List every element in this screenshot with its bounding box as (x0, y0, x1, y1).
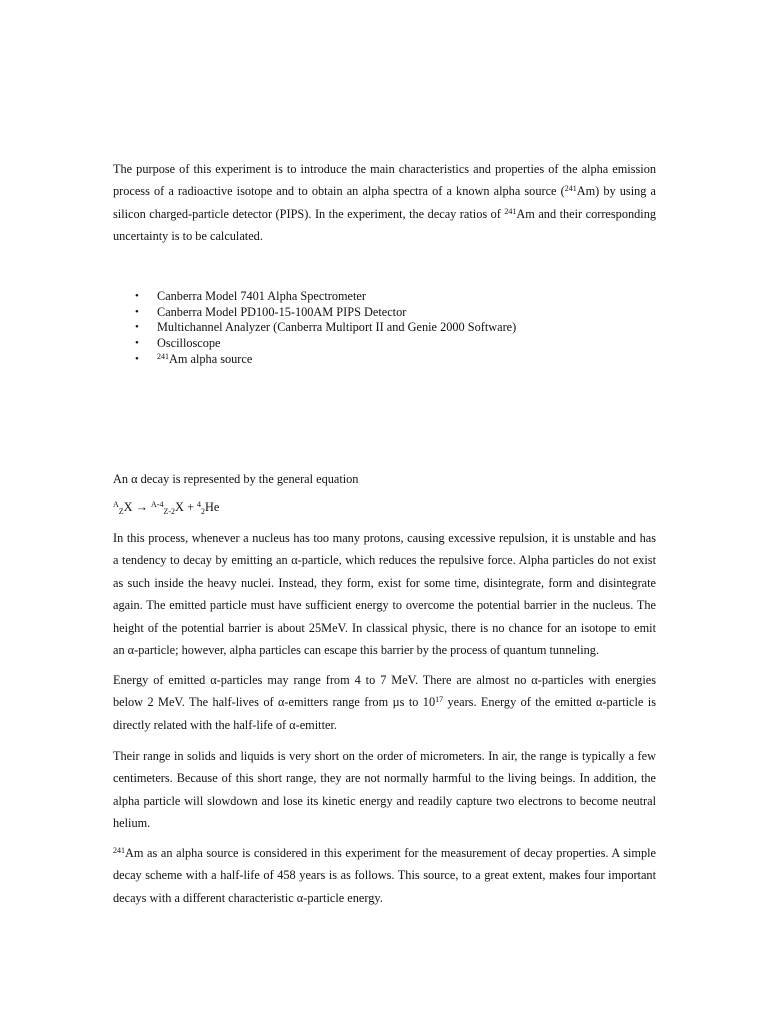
p2-line-1: Energy of emitted α-particles may range from 4 to 7 MeV. There are almost no α-particles with energies (113, 673, 656, 687)
p4-line-1 (113, 842, 656, 864)
p4-line-1-sup: 241 (113, 846, 125, 855)
p2-line-2 (113, 691, 656, 713)
list-item (113, 305, 516, 321)
equipment-list (113, 289, 516, 368)
intro-paragraph (113, 158, 656, 248)
eq-he: He (204, 500, 220, 514)
intro-line-3-sup: 241 (504, 206, 517, 216)
intro-line-2 (113, 180, 656, 202)
list-item-text: Oscilloscope (157, 336, 221, 351)
intro-line-1: The purpose of this experiment is to introduce the main characteristics and properties of the alpha emission (113, 162, 656, 176)
eq-x2: X + (175, 500, 197, 514)
p4-line-1-text: Am as an alpha source is considered in this experiment for the measurement of decay properties. A simple (125, 846, 656, 860)
bullet-icon: • (135, 337, 139, 350)
p2-line-3: directly related with the half-life of α-emitter. (113, 717, 337, 732)
theory-intro-line: An α decay is represented by the general equation (113, 472, 359, 486)
p3-line: Their range in solids and liquids is very short on the order of micrometers. In air, the range is typically a few (113, 749, 656, 763)
p1-line: an α-particle; however, alpha particles can escape this barrier by the process of quantum tunneling. (113, 643, 600, 658)
p4-line-3: decays with a different characteristic α-particle energy. (113, 890, 383, 905)
p2-line-2-b: years. Energy of the emitted α-particle is (443, 695, 656, 710)
list-item-sup: 241 (157, 351, 169, 361)
list-item-text: Canberra Model 7401 Alpha Spectrometer (157, 289, 366, 303)
p4-line-2: decay scheme with a half-life of 458 years is as follows. This source, to a great extent, makes four important (113, 868, 656, 883)
bullet-icon: • (135, 321, 139, 334)
intro-line-4: uncertainty is to be calculated. (113, 229, 263, 244)
p1-line: again. The emitted particle must have sufficient energy to overcome the potential barrier in the nucleus. The (113, 598, 656, 613)
bullet-icon: • (135, 352, 139, 365)
p1-line: height of the potential barrier is about 25MeV. In classical physic, there is no chance for an isotope to emit (113, 620, 656, 635)
theory-paragraph-2 (113, 669, 656, 736)
theory-paragraph-4 (113, 842, 656, 909)
eq-two-sub: 2 (200, 507, 205, 516)
decay-equation (113, 500, 219, 515)
intro-line-3 (113, 203, 656, 225)
list-item-text: Am alpha source (169, 351, 253, 366)
eq-a4-sup: A-4 (151, 500, 164, 509)
p3-line: alpha particle will slowdown and lose its kinetic energy and readily capture two electrons to become neutral (113, 793, 656, 808)
eq-a-sup: A (113, 500, 119, 509)
eq-x1: X → (123, 500, 151, 514)
theory-paragraph-3 (113, 745, 656, 835)
list-item-text: Multichannel Analyzer (Canberra Multiport II and Genie 2000 Software) (157, 320, 517, 335)
list-item (113, 320, 516, 336)
p1-line: In this process, whenever a nucleus has too many protons, causing excessive repulsion, it is unstable and has (113, 531, 656, 545)
p1-line: a tendency to decay by emitting an α-particle, which reduces the repulsive force. Alpha particles do not exist (113, 553, 656, 568)
bullet-icon: • (135, 305, 139, 318)
intro-line-2-sup: 241 (564, 184, 577, 194)
eq-z2-sub: Z-2 (163, 507, 176, 516)
p1-line: as such inside the heavy nuclei. Instead, they form, exist for some time, disintegrate, form and disintegrate (113, 575, 656, 590)
p2-line-2-sup: 17 (435, 695, 444, 705)
intro-line-3-a: silicon charged-particle detector (PIPS). In the experiment, the decay ratios of (113, 206, 505, 221)
bullet-icon: • (135, 290, 139, 302)
list-item (113, 336, 516, 352)
intro-line-2-b: Am) by using a (576, 184, 656, 199)
list-item-text: Canberra Model PD100-15-100AM PIPS Detector (157, 304, 407, 319)
p2-line-2-a: below 2 MeV. The half-lives of α-emitters range from µs to 10 (113, 695, 436, 710)
p3-line: centimeters. Because of this short range, they are not normally harmful to the living beings. In addition, the (113, 771, 656, 786)
intro-line-2-a: process of a radioactive isotope and to obtain an alpha spectra of a known alpha source ( (113, 184, 565, 199)
p3-line: helium. (113, 816, 151, 831)
eq-z-sub: Z (118, 507, 124, 516)
eq-four-sup: 4 (196, 500, 201, 509)
intro-line-3-b: Am and their corresponding (516, 206, 656, 221)
list-item (113, 289, 516, 305)
list-item (113, 352, 516, 368)
theory-intro (113, 468, 656, 490)
theory-paragraph-1 (113, 527, 656, 661)
